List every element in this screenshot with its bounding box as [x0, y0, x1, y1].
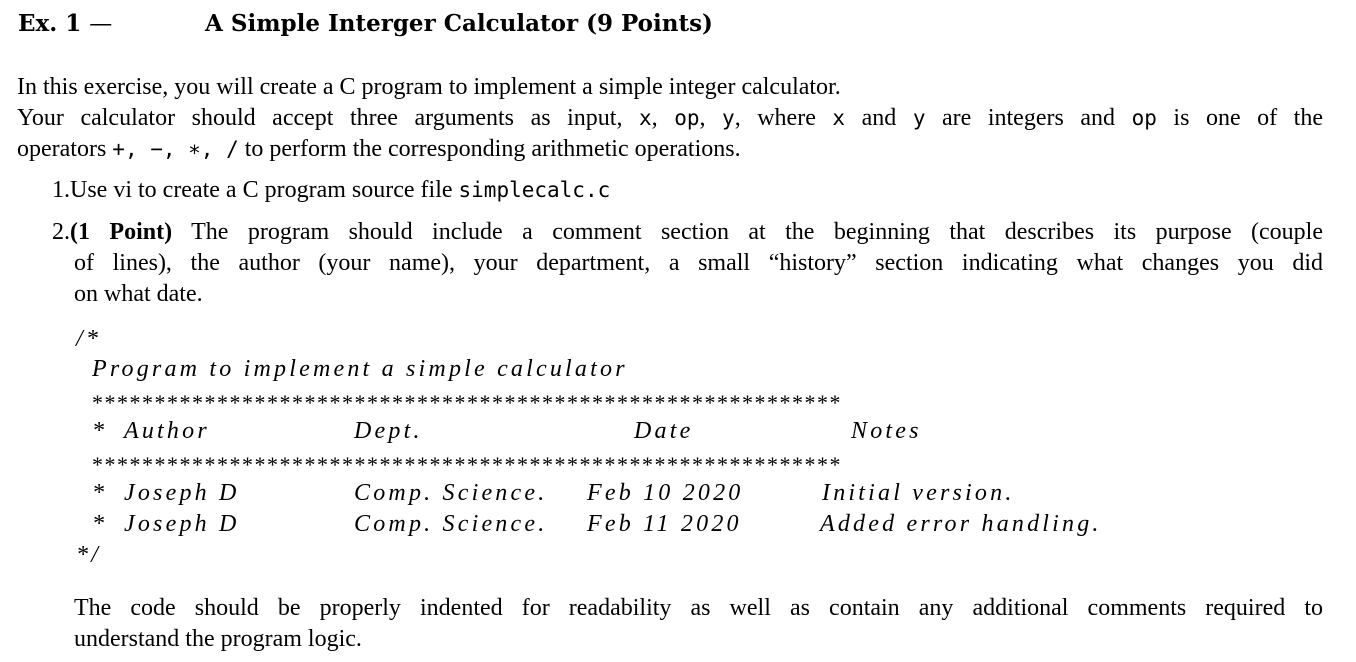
star-divider: ************************************************************: [92, 452, 842, 477]
var-x: x: [638, 106, 652, 130]
var-op: op: [1131, 106, 1157, 130]
history-row-date: Feb 11 2020: [587, 511, 742, 537]
comment-close: */: [76, 542, 102, 568]
history-header-dept: Dept.: [354, 418, 423, 444]
history-row-notes: Initial version.: [822, 480, 1015, 506]
history-header-author: Author: [124, 418, 210, 444]
history-row-notes: Added error handling.: [820, 511, 1102, 537]
step-number: 1.: [52, 177, 70, 203]
closing-line-1: The code should be properly indented for readability as well as contain any additional comments required to: [74, 595, 1323, 621]
history-row-date: Feb 10 2020: [587, 480, 744, 506]
step-points: (1 Point): [70, 219, 173, 245]
operator-list: +, −, ∗, /: [112, 137, 239, 161]
history-row-bullet: *: [92, 480, 108, 506]
history-header-bullet: *: [92, 418, 108, 444]
exercise-title: A Simple Interger Calculator (9 Points): [205, 10, 713, 37]
history-row-author: Joseph D: [124, 511, 240, 537]
filename: simplecalc.c: [458, 178, 611, 202]
var-x: x: [832, 106, 846, 130]
comment-open: /*: [76, 326, 102, 352]
star-divider: ************************************************************: [92, 390, 842, 415]
intro-line-1: In this exercise, you will create a C program to implement a simple integer calculator.: [17, 74, 841, 100]
var-op: op: [674, 106, 700, 130]
var-y: y: [912, 106, 926, 130]
history-header-notes: Notes: [851, 418, 922, 444]
step-2-line-1: 2.(1 Point) The program should include a comment section at the beginning that describes its purpose (couple: [52, 219, 1323, 245]
closing-line-2: understand the program logic.: [74, 626, 362, 652]
exercise-dash: —: [89, 11, 113, 37]
step-2-line-2: of lines), the author (your name), your department, a small “history” section indicating what changes you did: [74, 250, 1323, 276]
history-row-dept: Comp. Science.: [354, 511, 548, 537]
step-2-line-3: on what date.: [74, 281, 203, 307]
step-1: 1.Use vi to create a C program source file simplecalc.c: [52, 177, 611, 203]
step-number: 2.: [52, 219, 70, 245]
exercise-number-label: Ex. 1: [18, 10, 82, 37]
history-row-bullet: *: [92, 511, 108, 537]
comment-description: Program to implement a simple calculator: [92, 356, 628, 382]
exercise-number: [18, 10, 112, 37]
history-header-date: Date: [634, 418, 694, 444]
intro-line-2: Your calculator should accept three arguments as input, x, op, y, where x and y are integers and op is one of the: [17, 105, 1323, 131]
intro-line-3: operators +, −, ∗, / to perform the corresponding arithmetic operations.: [17, 136, 741, 162]
var-y: y: [722, 106, 735, 130]
history-row-dept: Comp. Science.: [354, 480, 548, 506]
history-row-author: Joseph D: [124, 480, 240, 506]
